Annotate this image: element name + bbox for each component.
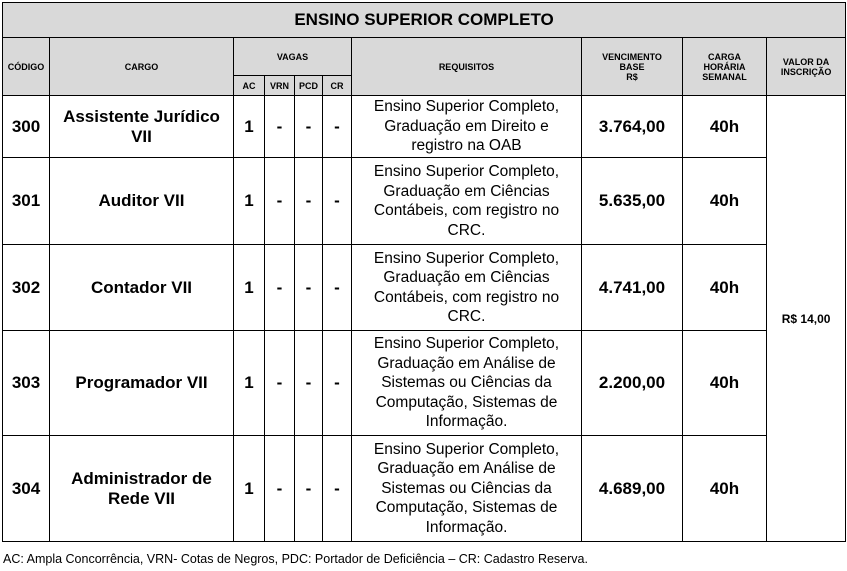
table-row	[3, 96, 846, 158]
row-vagas-vrn: -	[265, 436, 295, 542]
table-row	[3, 331, 846, 436]
header-carga: CARGA HORÁRIA SEMANAL	[683, 38, 767, 96]
row-vagas-ac: 1	[234, 245, 265, 331]
header-vagas-vrn: VRN	[265, 76, 295, 96]
table-title: ENSINO SUPERIOR COMPLETO	[3, 3, 846, 38]
row-cargo: Programador VII	[50, 331, 234, 436]
row-carga: 40h	[683, 96, 767, 158]
row-vagas-vrn: -	[265, 96, 295, 158]
row-vencimento: 4.741,00	[582, 245, 683, 331]
legend-footnote: AC: Ampla Concorrência, VRN- Cotas de Negros, PDC: Portador de Deficiência – CR: Cadastro Reserva.	[3, 552, 588, 566]
header-requisitos: REQUISITOS	[352, 38, 582, 96]
row-codigo: 301	[3, 158, 50, 245]
row-vagas-cr: -	[323, 331, 352, 436]
row-requisitos: Ensino Superior Completo, Graduação em Direito e registro na OAB	[352, 96, 582, 158]
row-vencimento: 3.764,00	[582, 96, 683, 158]
row-cargo: Auditor VII	[50, 158, 234, 245]
table-row	[3, 436, 846, 542]
valor-inscricao: R$ 14,00	[767, 96, 846, 542]
row-vagas-cr: -	[323, 96, 352, 158]
row-vagas-pcd: -	[295, 158, 323, 245]
row-requisitos: Ensino Superior Completo, Graduação em Análise de Sistemas ou Ciências da Computação, Sistemas de Informação.	[352, 331, 582, 436]
row-vagas-ac: 1	[234, 436, 265, 542]
table-row	[3, 245, 846, 331]
row-codigo: 300	[3, 96, 50, 158]
header-cargo: CARGO	[50, 38, 234, 96]
header-vagas-cr: CR	[323, 76, 352, 96]
row-vagas-cr: -	[323, 436, 352, 542]
row-cargo: Contador VII	[50, 245, 234, 331]
header-vagas: VAGAS	[234, 38, 352, 76]
row-requisitos: Ensino Superior Completo, Graduação em Ciências Contábeis, com registro no CRC.	[352, 158, 582, 245]
row-vencimento: 4.689,00	[582, 436, 683, 542]
row-vagas-vrn: -	[265, 158, 295, 245]
jobs-table	[2, 2, 846, 542]
row-vagas-ac: 1	[234, 158, 265, 245]
row-vencimento: 5.635,00	[582, 158, 683, 245]
row-vagas-ac: 1	[234, 331, 265, 436]
row-codigo: 303	[3, 331, 50, 436]
row-requisitos: Ensino Superior Completo, Graduação em Análise de Sistemas ou Ciências da Computação, Sistemas de Informação.	[352, 436, 582, 542]
row-cargo: Administrador de Rede VII	[50, 436, 234, 542]
header-vencimento: VENCIMENTO BASE R$	[582, 38, 683, 96]
row-carga: 40h	[683, 158, 767, 245]
row-vagas-pcd: -	[295, 331, 323, 436]
row-vagas-vrn: -	[265, 245, 295, 331]
header-vagas-ac: AC	[234, 76, 265, 96]
header-vagas-pcd: PCD	[295, 76, 323, 96]
row-vagas-ac: 1	[234, 96, 265, 158]
row-carga: 40h	[683, 331, 767, 436]
row-requisitos: Ensino Superior Completo, Graduação em Ciências Contábeis, com registro no CRC.	[352, 245, 582, 331]
row-vagas-cr: -	[323, 158, 352, 245]
header-codigo: CÓDIGO	[3, 38, 50, 96]
row-vagas-vrn: -	[265, 331, 295, 436]
row-carga: 40h	[683, 436, 767, 542]
row-vagas-pcd: -	[295, 96, 323, 158]
row-cargo: Assistente Jurídico VII	[50, 96, 234, 158]
table-row	[3, 158, 846, 245]
row-vagas-pcd: -	[295, 436, 323, 542]
row-vencimento: 2.200,00	[582, 331, 683, 436]
row-codigo: 304	[3, 436, 50, 542]
row-vagas-cr: -	[323, 245, 352, 331]
row-codigo: 302	[3, 245, 50, 331]
row-vagas-pcd: -	[295, 245, 323, 331]
header-valor: VALOR DA INSCRIÇÃO	[767, 38, 846, 96]
row-carga: 40h	[683, 245, 767, 331]
